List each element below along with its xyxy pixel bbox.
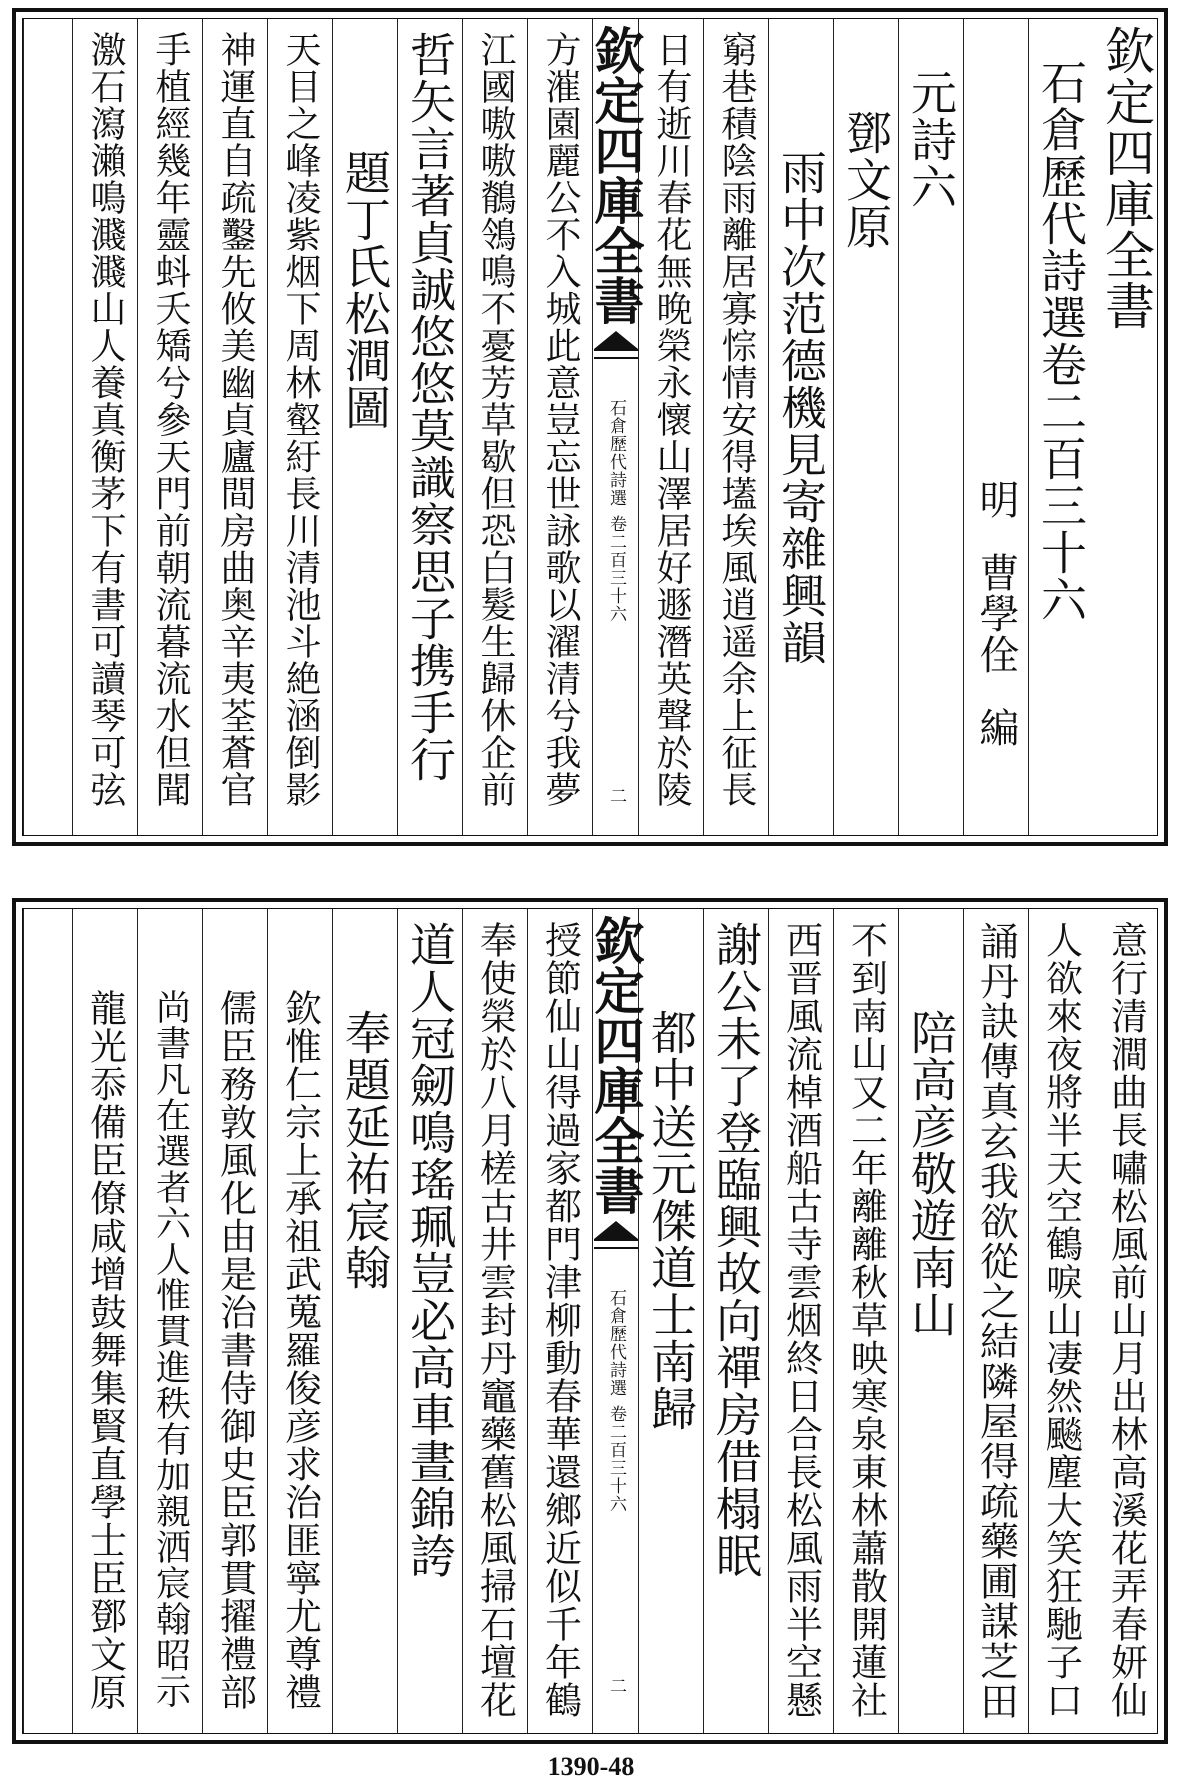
fish-tail-line [594,349,638,359]
poem-line: 神運直自疏鑿先攸美幽貞廬間房曲奥辛夷荃蒼官 [215,31,256,808]
fish-tail-mark [594,1221,638,1239]
poem-line: 窮巷積陰雨離居寡悰情安得壒埃風逍遥余上征長 [716,31,757,808]
top-panel [12,8,1168,846]
text-column [462,19,527,835]
text-column [397,19,462,835]
book-title-column [1093,19,1159,835]
text-column [527,909,592,1733]
poem-title: 雨中次范德機見寄雜興韻 [774,149,828,666]
poem-title-column [898,909,963,1733]
poem-title-column [332,909,397,1733]
poet-column [833,19,898,835]
bottom-panel [12,898,1168,1744]
text-column [462,909,527,1733]
poem-line: 手植經幾年靈蚪夭矯兮參天門前朝流暮流水但聞 [150,31,191,808]
fish-tail-line [594,1239,638,1249]
poem-line: 儒臣務敦風化由是治書侍御史臣郭貫擢禮部 [213,989,257,1711]
strip-page: 二 [606,787,626,805]
strip-book: 石倉歷代詩選 [606,1289,626,1397]
strip-juan: 卷二百三十六 [606,515,626,623]
poem-line: 江國嗷嗷鶺鴒鳴不憂芳草歇但恐白髮生歸休企前 [475,31,516,808]
poem-title-column [638,909,703,1733]
strip-book: 石倉歷代詩選 [606,399,626,507]
text-column [963,909,1028,1733]
text-column [72,909,137,1733]
author-block [973,479,1019,748]
text-column [202,909,267,1733]
page-number: 1390-48 [547,1752,635,1781]
text-column [1093,909,1159,1733]
strip-juan: 卷二百三十六 [606,1405,626,1513]
text-column [267,19,332,835]
text-column [768,909,833,1733]
text-column [267,909,332,1733]
text-column-edge [23,909,72,1733]
poem-line: 意行清澗曲長嘯松風前山月出林高溪花弄春妍仙 [1104,921,1148,1719]
author-name: 曹學佺 [973,552,1019,675]
poem-line: 哲矢言著貞誠悠悠莫識察思子携手行 [403,31,457,783]
poem-line: 謝公未了登臨興故向禪房借榻眠 [709,921,763,1579]
text-column [703,19,768,835]
poet-name: 鄧文原 [839,109,893,250]
poem-line: 日有逝川春花無晚榮永懷山澤居好遯潛英聲於陵 [651,31,692,808]
poem-line: 龍光忝備臣僚咸增鼓舞集賢直學士臣鄧文原 [83,989,127,1711]
text-column [1028,909,1093,1733]
center-strip [586,909,646,1733]
poem-line: 激石瀉瀨鳴濺濺山人養真衡茅下有書可讀琴可弦 [85,31,126,808]
text-column [72,19,137,835]
poem-line: 尚書凡在選者六人惟貫進秩有加親洒宸翰昭示 [150,989,191,1709]
poem-line: 方漼園麗公不入城此意豈忘世詠歌以濯清兮我夢 [540,31,581,808]
poem-line: 奉使榮於八月槎古井雲封丹竈藥舊松風掃石壇花 [473,921,517,1719]
poem-title: 陪高彦敬遊南山 [904,1009,958,1338]
poem-line: 西晋風流棹酒船古寺雲烟終日合長松風雨半空懸 [779,921,823,1719]
poem-line: 誦丹訣傳真玄我欲從之結隣屋得疏藥圃謀芝田 [973,921,1019,1721]
section-column [898,19,963,835]
text-column [527,19,592,835]
poem-line: 不到南山又二年離離秋草映寒泉東林蕭散開蓮社 [844,921,888,1719]
strip-title: 欽定四庫全書 [586,915,646,1215]
poem-line: 道人冠劒鳴瑤珮豈必高車晝錦誇 [403,921,457,1579]
poem-title: 奉題延祐宸翰 [338,1009,392,1291]
text-column [202,19,267,835]
center-strip [586,19,646,835]
book-title: 欽定四庫全書 [1097,25,1155,331]
poem-line: 人欲來夜將半天空鶴唳山凄然飈塵大笑狂馳子口 [1039,921,1083,1719]
poem-line: 欽惟仁宗上承祖武蒐羅俊彦求治匪寧尤尊禮 [278,989,322,1711]
poem-line: 授節仙山得過家都門津柳動春華還鄉近似千年鶴 [538,921,582,1719]
strip-title: 欽定四庫全書 [586,25,646,325]
poem-title: 題丁氏松澗圖 [338,149,392,431]
poem-title-column [332,19,397,835]
work-title: 石倉歷代詩選卷二百三十六 [1034,59,1088,623]
poem-title: 都中送元傑道士南歸 [644,1009,698,1432]
poem-title-column [768,19,833,835]
bottom-frame [22,908,1158,1734]
author-column [963,19,1028,835]
text-column [137,19,202,835]
author-role: 編 [973,707,1019,748]
work-title-column [1028,19,1093,835]
strip-page: 二 [606,1677,626,1695]
fish-tail-mark [594,331,638,349]
section-heading: 元詩六 [904,69,958,210]
text-column [137,909,202,1733]
author-dynasty: 明 [973,479,1019,520]
text-column [833,909,898,1733]
text-column [638,19,703,835]
top-frame [22,18,1158,836]
text-column [703,909,768,1733]
poem-line: 天目之峰凌紫烟下周林壑紆長川清池斗絶涵倒影 [280,31,321,808]
text-column-edge [23,19,72,835]
text-column [397,909,462,1733]
